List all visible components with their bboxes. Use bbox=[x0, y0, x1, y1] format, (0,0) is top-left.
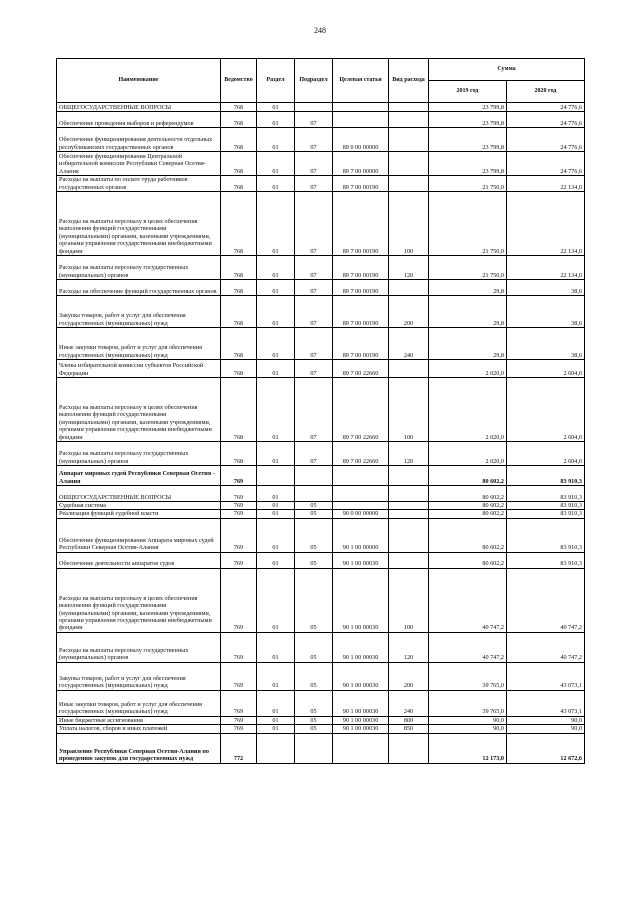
row-exp-type: 120 bbox=[389, 256, 429, 280]
row-exp-type: 200 bbox=[389, 662, 429, 690]
table-row bbox=[57, 152, 585, 176]
row-dept: 769 bbox=[221, 502, 257, 510]
row-name: Расходы на выплаты персоналу государственных (муниципальных) органов bbox=[57, 442, 221, 466]
row-section: 01 bbox=[257, 442, 295, 466]
row-target: 90 1 00 00030 bbox=[333, 690, 389, 716]
table-row bbox=[57, 280, 585, 296]
header-dept: Ведомство bbox=[221, 59, 257, 103]
row-sum-2020: 83 910,3 bbox=[507, 502, 585, 510]
row-target: 89 7 00 00190 bbox=[333, 192, 389, 256]
row-subsection: 07 bbox=[295, 378, 333, 442]
row-target: 90 1 00 00030 bbox=[333, 716, 389, 724]
row-sum-2020: 2 604,0 bbox=[507, 378, 585, 442]
row-exp-type: 100 bbox=[389, 378, 429, 442]
row-target bbox=[333, 486, 389, 502]
table-row bbox=[57, 192, 585, 256]
row-subsection: 07 bbox=[295, 152, 333, 176]
table-row bbox=[57, 518, 585, 552]
row-subsection: 05 bbox=[295, 716, 333, 724]
row-section: 01 bbox=[257, 192, 295, 256]
row-target: 90 1 00 00030 bbox=[333, 662, 389, 690]
row-dept: 769 bbox=[221, 632, 257, 662]
row-dept: 768 bbox=[221, 152, 257, 176]
row-name: Уплата налогов, сборов и иных платежей bbox=[57, 725, 221, 733]
row-section: 01 bbox=[257, 725, 295, 733]
row-dept: 768 bbox=[221, 328, 257, 360]
row-section: 01 bbox=[257, 502, 295, 510]
row-section: 01 bbox=[257, 103, 295, 112]
row-dept: 768 bbox=[221, 103, 257, 112]
row-name: Обеспечение проведения выборов и референдумов bbox=[57, 112, 221, 128]
row-sum-2020: 38,6 bbox=[507, 296, 585, 328]
row-dept: 768 bbox=[221, 296, 257, 328]
row-dept: 768 bbox=[221, 360, 257, 378]
row-section: 01 bbox=[257, 518, 295, 552]
row-sum-2020: 24 776,6 bbox=[507, 128, 585, 152]
row-target: 89 7 00 00190 bbox=[333, 280, 389, 296]
row-dept: 769 bbox=[221, 662, 257, 690]
row-section: 01 bbox=[257, 690, 295, 716]
row-dept: 768 bbox=[221, 176, 257, 192]
row-dept: 768 bbox=[221, 112, 257, 128]
row-subsection: 07 bbox=[295, 128, 333, 152]
row-name: Обеспечение функционирования деятельности отдельных республиканских государственных органов bbox=[57, 128, 221, 152]
row-target bbox=[333, 103, 389, 112]
row-subsection: 05 bbox=[295, 552, 333, 568]
row-dept: 768 bbox=[221, 128, 257, 152]
row-sum-2020: 90,0 bbox=[507, 716, 585, 724]
row-target: 90 1 00 00030 bbox=[333, 632, 389, 662]
table-row bbox=[57, 328, 585, 360]
row-name: Закупка товаров, работ и услуг для обеспечения государственных (муниципальных) нужд bbox=[57, 296, 221, 328]
row-name: Расходы на обеспечение функций государственных органов bbox=[57, 280, 221, 296]
row-exp-type: 120 bbox=[389, 442, 429, 466]
row-subsection: 07 bbox=[295, 112, 333, 128]
row-name: Аппарат мировых судей Республики Северная Осетия - Алания bbox=[57, 466, 221, 486]
row-section: 01 bbox=[257, 378, 295, 442]
row-subsection: 07 bbox=[295, 192, 333, 256]
row-target: 89 7 00 22660 bbox=[333, 378, 389, 442]
header-sum: Сумма bbox=[429, 59, 585, 81]
row-name: Расходы на выплаты персоналу в целях обеспечения выполнения функций государственными (муниципальными) органами, казенными учреждениями, органами управления государственными внебюджетными фондами bbox=[57, 378, 221, 442]
table-row bbox=[57, 378, 585, 442]
row-sum-2019: 80 602,2 bbox=[429, 466, 507, 486]
row-sum-2019: 80 602,2 bbox=[429, 502, 507, 510]
row-sum-2020: 38,6 bbox=[507, 280, 585, 296]
row-exp-type bbox=[389, 552, 429, 568]
row-subsection: 05 bbox=[295, 690, 333, 716]
row-target: 89 7 00 00000 bbox=[333, 152, 389, 176]
row-section bbox=[257, 466, 295, 486]
budget-table bbox=[56, 58, 585, 764]
row-name: Члены избирательной комиссии субъектов Российской Федерации bbox=[57, 360, 221, 378]
row-sum-2020: 24 776,6 bbox=[507, 112, 585, 128]
row-sum-2019: 2 020,0 bbox=[429, 442, 507, 466]
row-sum-2020: 38,6 bbox=[507, 328, 585, 360]
row-subsection: 05 bbox=[295, 502, 333, 510]
table-row bbox=[57, 568, 585, 632]
row-target: 90 1 00 00030 bbox=[333, 552, 389, 568]
table-row bbox=[57, 112, 585, 128]
row-dept: 769 bbox=[221, 552, 257, 568]
table-row bbox=[57, 510, 585, 518]
row-dept: 768 bbox=[221, 378, 257, 442]
table-row bbox=[57, 733, 585, 763]
row-exp-type bbox=[389, 360, 429, 378]
row-sum-2019: 23 799,8 bbox=[429, 103, 507, 112]
row-sum-2020: 40 747,2 bbox=[507, 568, 585, 632]
row-name: Иные закупки товаров, работ и услуг для обеспечения государственных (муниципальных) нужд bbox=[57, 690, 221, 716]
row-subsection: 05 bbox=[295, 725, 333, 733]
row-sum-2019: 40 747,2 bbox=[429, 632, 507, 662]
table-row bbox=[57, 690, 585, 716]
row-sum-2020: 83 910,3 bbox=[507, 486, 585, 502]
row-sum-2019: 29,8 bbox=[429, 280, 507, 296]
row-sum-2020: 83 910,3 bbox=[507, 518, 585, 552]
row-section: 01 bbox=[257, 176, 295, 192]
row-subsection: 07 bbox=[295, 296, 333, 328]
row-dept: 769 bbox=[221, 466, 257, 486]
table-row bbox=[57, 442, 585, 466]
header-exp-type: Вид расхода bbox=[389, 59, 429, 103]
row-name: ОБЩЕГОСУДАРСТВЕННЫЕ ВОПРОСЫ bbox=[57, 486, 221, 502]
row-name: Расходы на выплаты персоналу государственных (муниципальных) органов bbox=[57, 632, 221, 662]
row-subsection: 07 bbox=[295, 328, 333, 360]
header-target: Целевая статья bbox=[333, 59, 389, 103]
row-sum-2019: 23 799,8 bbox=[429, 152, 507, 176]
row-dept: 768 bbox=[221, 256, 257, 280]
row-name: Обеспечение функционирования Аппарата мировых судей Республики Северная Осетия-Алания bbox=[57, 518, 221, 552]
row-target: 89 7 00 00190 bbox=[333, 296, 389, 328]
row-section: 01 bbox=[257, 632, 295, 662]
row-subsection: 07 bbox=[295, 360, 333, 378]
row-section: 01 bbox=[257, 662, 295, 690]
row-subsection: 07 bbox=[295, 176, 333, 192]
row-target: 89 7 00 00190 bbox=[333, 328, 389, 360]
row-exp-type bbox=[389, 733, 429, 763]
row-section: 01 bbox=[257, 360, 295, 378]
row-sum-2020: 22 134,0 bbox=[507, 256, 585, 280]
row-exp-type bbox=[389, 103, 429, 112]
row-exp-type bbox=[389, 152, 429, 176]
row-sum-2019: 80 602,2 bbox=[429, 510, 507, 518]
row-exp-type bbox=[389, 112, 429, 128]
table-row bbox=[57, 128, 585, 152]
row-dept: 769 bbox=[221, 568, 257, 632]
row-sum-2020: 12 672,6 bbox=[507, 733, 585, 763]
table-row bbox=[57, 725, 585, 733]
row-exp-type bbox=[389, 280, 429, 296]
row-subsection bbox=[295, 733, 333, 763]
row-name: Иные закупки товаров, работ и услуг для обеспечения государственных (муниципальных) нужд bbox=[57, 328, 221, 360]
row-exp-type: 120 bbox=[389, 632, 429, 662]
row-section: 01 bbox=[257, 568, 295, 632]
row-name: Обеспечение деятельности аппаратов судов bbox=[57, 552, 221, 568]
row-sum-2019: 23 799,8 bbox=[429, 128, 507, 152]
row-sum-2020: 40 747,2 bbox=[507, 632, 585, 662]
row-subsection: 05 bbox=[295, 632, 333, 662]
row-sum-2020: 90,0 bbox=[507, 725, 585, 733]
row-sum-2020: 2 604,0 bbox=[507, 442, 585, 466]
row-target bbox=[333, 502, 389, 510]
row-dept: 769 bbox=[221, 690, 257, 716]
row-sum-2020: 24 776,6 bbox=[507, 152, 585, 176]
row-sum-2019: 90,0 bbox=[429, 725, 507, 733]
row-section: 01 bbox=[257, 552, 295, 568]
row-target: 89 7 00 22660 bbox=[333, 442, 389, 466]
row-dept: 768 bbox=[221, 192, 257, 256]
table-row bbox=[57, 502, 585, 510]
row-sum-2019: 2 020,0 bbox=[429, 378, 507, 442]
row-exp-type bbox=[389, 128, 429, 152]
row-target: 90 1 00 00030 bbox=[333, 568, 389, 632]
row-target: 89 7 00 00190 bbox=[333, 256, 389, 280]
row-name: Реализация функций судебной власти bbox=[57, 510, 221, 518]
row-sum-2020: 43 073,1 bbox=[507, 690, 585, 716]
row-section: 01 bbox=[257, 128, 295, 152]
row-dept: 768 bbox=[221, 280, 257, 296]
row-sum-2020: 24 776,6 bbox=[507, 103, 585, 112]
row-exp-type: 200 bbox=[389, 296, 429, 328]
row-exp-type bbox=[389, 502, 429, 510]
row-dept: 768 bbox=[221, 442, 257, 466]
row-sum-2019: 90,0 bbox=[429, 716, 507, 724]
row-sum-2019: 80 602,2 bbox=[429, 518, 507, 552]
header-2019: 2019 год bbox=[429, 81, 507, 103]
row-section: 01 bbox=[257, 716, 295, 724]
row-section: 01 bbox=[257, 510, 295, 518]
row-sum-2019: 80 602,2 bbox=[429, 552, 507, 568]
row-dept: 769 bbox=[221, 510, 257, 518]
row-sum-2019: 39 765,0 bbox=[429, 690, 507, 716]
row-target: 89 7 00 22660 bbox=[333, 360, 389, 378]
row-section: 01 bbox=[257, 280, 295, 296]
row-dept: 772 bbox=[221, 733, 257, 763]
row-exp-type bbox=[389, 176, 429, 192]
row-sum-2019: 21 750,0 bbox=[429, 192, 507, 256]
row-section bbox=[257, 733, 295, 763]
header-section: Раздел bbox=[257, 59, 295, 103]
table-row bbox=[57, 256, 585, 280]
table-row bbox=[57, 486, 585, 502]
row-sum-2019: 40 747,2 bbox=[429, 568, 507, 632]
header-2020: 2020 год bbox=[507, 81, 585, 103]
row-sum-2019: 23 799,8 bbox=[429, 112, 507, 128]
row-section: 01 bbox=[257, 328, 295, 360]
row-exp-type: 100 bbox=[389, 192, 429, 256]
table-row bbox=[57, 360, 585, 378]
row-subsection: 05 bbox=[295, 518, 333, 552]
row-sum-2020: 22 134,0 bbox=[507, 192, 585, 256]
row-sum-2019: 12 173,0 bbox=[429, 733, 507, 763]
row-name: Иные бюджетные ассигнования bbox=[57, 716, 221, 724]
row-sum-2020: 83 910,3 bbox=[507, 510, 585, 518]
row-name: Управление Республики Северная Осетия-Алания по проведению закупок для государственных нужд bbox=[57, 733, 221, 763]
table-row bbox=[57, 552, 585, 568]
table-header bbox=[57, 59, 585, 103]
row-name: Расходы на выплаты персоналу в целях обеспечения выполнения функций государственными (муниципальными) органами, казенными учреждениями, органами управления государственными внебюджетными фондами bbox=[57, 192, 221, 256]
row-section: 01 bbox=[257, 296, 295, 328]
row-name: Закупка товаров, работ и услуг для обеспечения государственных (муниципальных) нужд bbox=[57, 662, 221, 690]
row-subsection bbox=[295, 486, 333, 502]
row-subsection: 07 bbox=[295, 280, 333, 296]
row-section: 01 bbox=[257, 112, 295, 128]
row-section: 01 bbox=[257, 486, 295, 502]
table-row bbox=[57, 103, 585, 112]
row-target bbox=[333, 112, 389, 128]
row-subsection: 05 bbox=[295, 568, 333, 632]
row-sum-2020: 22 134,0 bbox=[507, 176, 585, 192]
row-subsection: 07 bbox=[295, 256, 333, 280]
row-exp-type bbox=[389, 518, 429, 552]
row-sum-2019: 2 020,0 bbox=[429, 360, 507, 378]
row-dept: 769 bbox=[221, 725, 257, 733]
row-name: Судебная система bbox=[57, 502, 221, 510]
row-dept: 769 bbox=[221, 716, 257, 724]
row-target: 89 7 00 00190 bbox=[333, 176, 389, 192]
header-subsection: Подраздел bbox=[295, 59, 333, 103]
row-section: 01 bbox=[257, 152, 295, 176]
row-name: ОБЩЕГОСУДАРСТВЕННЫЕ ВОПРОСЫ bbox=[57, 103, 221, 112]
row-sum-2019: 39 765,0 bbox=[429, 662, 507, 690]
row-exp-type: 240 bbox=[389, 690, 429, 716]
row-target: 90 1 00 00000 bbox=[333, 518, 389, 552]
table-row bbox=[57, 662, 585, 690]
row-exp-type bbox=[389, 466, 429, 486]
row-sum-2019: 21 750,0 bbox=[429, 256, 507, 280]
table-row bbox=[57, 176, 585, 192]
row-name: Обеспечение функционирования Центральной избирательной комиссии Республики Северная Осетия-Алания bbox=[57, 152, 221, 176]
row-subsection: 07 bbox=[295, 442, 333, 466]
row-sum-2019: 29,8 bbox=[429, 296, 507, 328]
row-name: Расходы на выплаты по оплате труда работников государственных органов bbox=[57, 176, 221, 192]
row-subsection: 05 bbox=[295, 662, 333, 690]
row-name: Расходы на выплаты персоналу в целях обеспечения выполнения функций государственными (муниципальными) органами, казенными учреждениями, органами управления государственными внебюджетными фондами bbox=[57, 568, 221, 632]
row-sum-2019: 21 750,0 bbox=[429, 176, 507, 192]
row-exp-type: 850 bbox=[389, 725, 429, 733]
table-row bbox=[57, 466, 585, 486]
row-exp-type bbox=[389, 486, 429, 502]
header-name: Наименование bbox=[57, 59, 221, 103]
row-dept: 769 bbox=[221, 518, 257, 552]
page-number: 248 bbox=[314, 26, 326, 35]
table-row bbox=[57, 632, 585, 662]
row-exp-type: 800 bbox=[389, 716, 429, 724]
row-target bbox=[333, 733, 389, 763]
table-row bbox=[57, 296, 585, 328]
row-subsection bbox=[295, 466, 333, 486]
row-subsection bbox=[295, 103, 333, 112]
row-sum-2019: 80 602,2 bbox=[429, 486, 507, 502]
table-row bbox=[57, 716, 585, 724]
row-target bbox=[333, 466, 389, 486]
row-sum-2020: 83 910,3 bbox=[507, 552, 585, 568]
table-body bbox=[57, 103, 585, 764]
row-dept: 769 bbox=[221, 486, 257, 502]
row-target: 89 0 00 00000 bbox=[333, 128, 389, 152]
row-sum-2020: 83 910,3 bbox=[507, 466, 585, 486]
row-exp-type: 240 bbox=[389, 328, 429, 360]
row-sum-2019: 29,8 bbox=[429, 328, 507, 360]
row-section: 01 bbox=[257, 256, 295, 280]
row-target: 90 0 00 00000 bbox=[333, 510, 389, 518]
row-sum-2020: 43 073,1 bbox=[507, 662, 585, 690]
row-subsection: 05 bbox=[295, 510, 333, 518]
row-sum-2020: 2 604,0 bbox=[507, 360, 585, 378]
row-name: Расходы на выплаты персоналу государственных (муниципальных) органов bbox=[57, 256, 221, 280]
row-target: 90 1 00 00030 bbox=[333, 725, 389, 733]
row-exp-type bbox=[389, 510, 429, 518]
row-exp-type: 100 bbox=[389, 568, 429, 632]
